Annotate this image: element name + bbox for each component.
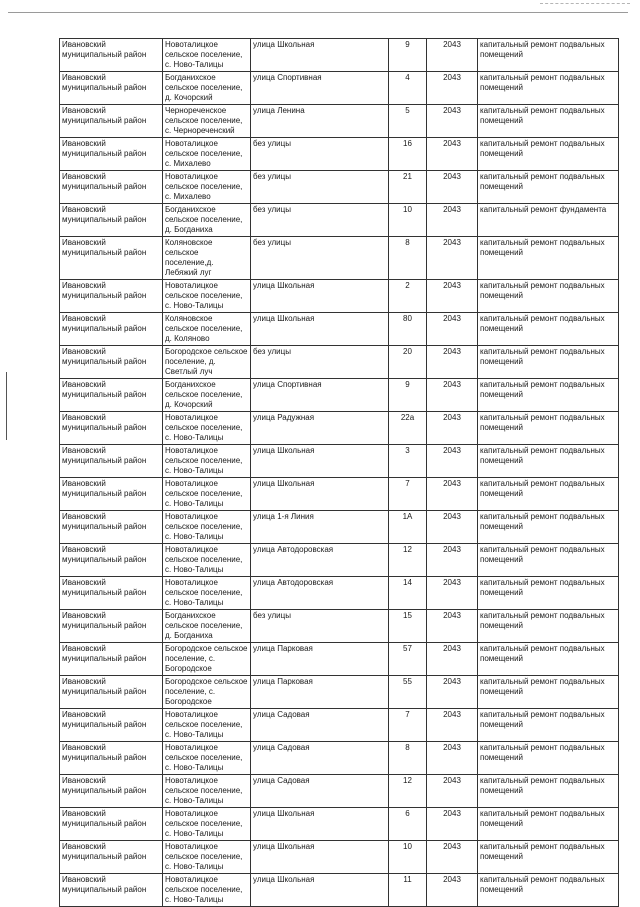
- house-number-cell: 12: [389, 775, 427, 808]
- house-number-cell: 3: [389, 445, 427, 478]
- settlement-cell: Чернореченское сельское поселение, с. Чернореченский: [163, 105, 251, 138]
- district-cell: Ивановский муниципальный район: [60, 544, 163, 577]
- settlement-cell: Новоталицкое сельское поселение, с. Ново-Талицы: [163, 874, 251, 907]
- work-type-cell: капитальный ремонт подвальных помещений: [478, 841, 619, 874]
- street-cell: улица Парковая: [251, 676, 389, 709]
- year-cell: 2043: [427, 544, 478, 577]
- settlement-cell: Богородское сельское поселение, с. Богородское: [163, 643, 251, 676]
- district-cell: Ивановский муниципальный район: [60, 775, 163, 808]
- year-cell: 2043: [427, 709, 478, 742]
- street-cell: улица Парковая: [251, 643, 389, 676]
- settlement-cell: Новоталицкое сельское поселение, с. Михалево: [163, 138, 251, 171]
- district-cell: Ивановский муниципальный район: [60, 577, 163, 610]
- district-cell: Ивановский муниципальный район: [60, 346, 163, 379]
- table-row: [60, 577, 619, 610]
- table-row: [60, 72, 619, 105]
- district-cell: Ивановский муниципальный район: [60, 280, 163, 313]
- street-cell: улица Школьная: [251, 808, 389, 841]
- year-cell: 2043: [427, 577, 478, 610]
- work-type-cell: капитальный ремонт подвальных помещений: [478, 709, 619, 742]
- table-row: [60, 237, 619, 280]
- street-cell: без улицы: [251, 237, 389, 280]
- settlement-cell: Новоталицкое сельское поселение, с. Ново-Талицы: [163, 775, 251, 808]
- work-type-cell: капитальный ремонт подвальных помещений: [478, 72, 619, 105]
- house-number-cell: 12: [389, 544, 427, 577]
- work-type-cell: капитальный ремонт подвальных помещений: [478, 610, 619, 643]
- settlement-cell: Новоталицкое сельское поселение, с. Ново-Талицы: [163, 841, 251, 874]
- work-type-cell: капитальный ремонт подвальных помещений: [478, 105, 619, 138]
- house-number-cell: 9: [389, 379, 427, 412]
- settlement-cell: Новоталицкое сельское поселение, с. Ново-Талицы: [163, 39, 251, 72]
- district-cell: Ивановский муниципальный район: [60, 742, 163, 775]
- district-cell: Ивановский муниципальный район: [60, 643, 163, 676]
- street-cell: улица Ленина: [251, 105, 389, 138]
- street-cell: улица Автодоровская: [251, 577, 389, 610]
- table-row: [60, 775, 619, 808]
- street-cell: улица Садовая: [251, 709, 389, 742]
- street-cell: улица Школьная: [251, 313, 389, 346]
- district-cell: Ивановский муниципальный район: [60, 808, 163, 841]
- district-cell: Ивановский муниципальный район: [60, 412, 163, 445]
- street-cell: улица Школьная: [251, 841, 389, 874]
- street-cell: улица Школьная: [251, 39, 389, 72]
- table-row: [60, 709, 619, 742]
- house-number-cell: 8: [389, 742, 427, 775]
- street-cell: без улицы: [251, 171, 389, 204]
- work-type-cell: капитальный ремонт подвальных помещений: [478, 445, 619, 478]
- table-row: [60, 379, 619, 412]
- house-number-cell: 5: [389, 105, 427, 138]
- work-type-cell: капитальный ремонт подвальных помещений: [478, 379, 619, 412]
- work-type-cell: капитальный ремонт подвальных помещений: [478, 237, 619, 280]
- settlement-cell: Новоталицкое сельское поселение, с. Михалево: [163, 171, 251, 204]
- settlement-cell: Коляновское сельское поселение, д. Коляново: [163, 313, 251, 346]
- table-row: [60, 610, 619, 643]
- house-number-cell: 55: [389, 676, 427, 709]
- year-cell: 2043: [427, 138, 478, 171]
- year-cell: 2043: [427, 874, 478, 907]
- district-cell: Ивановский муниципальный район: [60, 237, 163, 280]
- street-cell: улица Спортивная: [251, 72, 389, 105]
- work-type-cell: капитальный ремонт подвальных помещений: [478, 874, 619, 907]
- house-number-cell: 11: [389, 874, 427, 907]
- house-number-cell: 6: [389, 808, 427, 841]
- table-row: [60, 171, 619, 204]
- house-number-cell: 10: [389, 204, 427, 237]
- settlement-cell: Коляновское сельское поселение,д. Лебяжий луг: [163, 237, 251, 280]
- street-cell: без улицы: [251, 204, 389, 237]
- table-row: [60, 280, 619, 313]
- house-number-cell: 14: [389, 577, 427, 610]
- house-number-cell: 21: [389, 171, 427, 204]
- work-type-cell: капитальный ремонт подвальных помещений: [478, 346, 619, 379]
- district-cell: Ивановский муниципальный район: [60, 874, 163, 907]
- street-cell: улица Садовая: [251, 775, 389, 808]
- year-cell: 2043: [427, 742, 478, 775]
- house-number-cell: 4: [389, 72, 427, 105]
- settlement-cell: Новоталицкое сельское поселение, с. Ново-Талицы: [163, 808, 251, 841]
- house-number-cell: 7: [389, 709, 427, 742]
- table-body: [60, 39, 619, 907]
- table-row: [60, 346, 619, 379]
- year-cell: 2043: [427, 72, 478, 105]
- street-cell: без улицы: [251, 346, 389, 379]
- year-cell: 2043: [427, 313, 478, 346]
- table-row: [60, 412, 619, 445]
- year-cell: 2043: [427, 841, 478, 874]
- year-cell: 2043: [427, 280, 478, 313]
- house-number-cell: 22а: [389, 412, 427, 445]
- work-type-cell: капитальный ремонт подвальных помещений: [478, 39, 619, 72]
- street-cell: улица Садовая: [251, 742, 389, 775]
- scan-noise-top: [540, 3, 630, 4]
- table-row: [60, 841, 619, 874]
- work-type-cell: капитальный ремонт подвальных помещений: [478, 313, 619, 346]
- year-cell: 2043: [427, 511, 478, 544]
- district-cell: Ивановский муниципальный район: [60, 171, 163, 204]
- district-cell: Ивановский муниципальный район: [60, 379, 163, 412]
- house-number-cell: 1А: [389, 511, 427, 544]
- district-cell: Ивановский муниципальный район: [60, 72, 163, 105]
- work-type-cell: капитальный ремонт подвальных помещений: [478, 478, 619, 511]
- settlement-cell: Богданихское сельское поселение, д. Богданиха: [163, 610, 251, 643]
- table-row: [60, 313, 619, 346]
- district-cell: Ивановский муниципальный район: [60, 313, 163, 346]
- work-type-cell: капитальный ремонт подвальных помещений: [478, 280, 619, 313]
- house-number-cell: 20: [389, 346, 427, 379]
- work-type-cell: капитальный ремонт подвальных помещений: [478, 676, 619, 709]
- year-cell: 2043: [427, 610, 478, 643]
- settlement-cell: Новоталицкое сельское поселение, с. Ново-Талицы: [163, 511, 251, 544]
- year-cell: 2043: [427, 171, 478, 204]
- street-cell: без улицы: [251, 138, 389, 171]
- work-type-cell: капитальный ремонт подвальных помещений: [478, 511, 619, 544]
- district-cell: Ивановский муниципальный район: [60, 709, 163, 742]
- settlement-cell: Богданихское сельское поселение, д. Кочорский: [163, 72, 251, 105]
- district-cell: Ивановский муниципальный район: [60, 676, 163, 709]
- year-cell: 2043: [427, 379, 478, 412]
- house-number-cell: 10: [389, 841, 427, 874]
- table-row: [60, 643, 619, 676]
- house-number-cell: 7: [389, 478, 427, 511]
- table-row: [60, 478, 619, 511]
- year-cell: 2043: [427, 775, 478, 808]
- district-cell: Ивановский муниципальный район: [60, 138, 163, 171]
- district-cell: Ивановский муниципальный район: [60, 445, 163, 478]
- street-cell: улица Спортивная: [251, 379, 389, 412]
- settlement-cell: Новоталицкое сельское поселение, с. Ново-Талицы: [163, 709, 251, 742]
- settlement-cell: Новоталицкое сельское поселение, с. Ново-Талицы: [163, 544, 251, 577]
- district-cell: Ивановский муниципальный район: [60, 511, 163, 544]
- year-cell: 2043: [427, 204, 478, 237]
- year-cell: 2043: [427, 39, 478, 72]
- street-cell: улица 1-я Линия: [251, 511, 389, 544]
- district-cell: Ивановский муниципальный район: [60, 841, 163, 874]
- table-row: [60, 544, 619, 577]
- year-cell: 2043: [427, 105, 478, 138]
- work-type-cell: капитальный ремонт подвальных помещений: [478, 808, 619, 841]
- settlement-cell: Богородское сельское поселение, с. Богородское: [163, 676, 251, 709]
- work-type-cell: капитальный ремонт подвальных помещений: [478, 577, 619, 610]
- work-type-cell: капитальный ремонт подвальных помещений: [478, 643, 619, 676]
- scan-margin-mark: [6, 372, 7, 440]
- table-row: [60, 808, 619, 841]
- table-row: [60, 676, 619, 709]
- year-cell: 2043: [427, 808, 478, 841]
- settlement-cell: Новоталицкое сельское поселение, с. Ново-Талицы: [163, 742, 251, 775]
- house-number-cell: 16: [389, 138, 427, 171]
- work-type-cell: капитальный ремонт фундамента: [478, 204, 619, 237]
- street-cell: улица Радужная: [251, 412, 389, 445]
- street-cell: без улицы: [251, 610, 389, 643]
- house-number-cell: 9: [389, 39, 427, 72]
- settlement-cell: Новоталицкое сельское поселение, с. Ново-Талицы: [163, 445, 251, 478]
- table-row: [60, 742, 619, 775]
- work-type-cell: капитальный ремонт подвальных помещений: [478, 171, 619, 204]
- district-cell: Ивановский муниципальный район: [60, 610, 163, 643]
- scan-border-line: [8, 12, 628, 13]
- settlement-cell: Новоталицкое сельское поселение, с. Ново-Талицы: [163, 280, 251, 313]
- settlement-cell: Новоталицкое сельское поселение, с. Ново-Талицы: [163, 412, 251, 445]
- district-cell: Ивановский муниципальный район: [60, 105, 163, 138]
- house-number-cell: 15: [389, 610, 427, 643]
- year-cell: 2043: [427, 445, 478, 478]
- table-row: [60, 204, 619, 237]
- year-cell: 2043: [427, 346, 478, 379]
- settlement-cell: Богданихское сельское поселение, д. Богданиха: [163, 204, 251, 237]
- table-row: [60, 874, 619, 907]
- year-cell: 2043: [427, 676, 478, 709]
- table-row: [60, 138, 619, 171]
- housing-program-table: [59, 38, 619, 907]
- street-cell: улица Школьная: [251, 478, 389, 511]
- settlement-cell: Новоталицкое сельское поселение, с. Ново-Талицы: [163, 577, 251, 610]
- settlement-cell: Богданихское сельское поселение, д. Кочорский: [163, 379, 251, 412]
- table-row: [60, 39, 619, 72]
- table-row: [60, 445, 619, 478]
- year-cell: 2043: [427, 643, 478, 676]
- year-cell: 2043: [427, 412, 478, 445]
- street-cell: улица Школьная: [251, 280, 389, 313]
- district-cell: Ивановский муниципальный район: [60, 39, 163, 72]
- street-cell: улица Школьная: [251, 445, 389, 478]
- year-cell: 2043: [427, 237, 478, 280]
- house-number-cell: 57: [389, 643, 427, 676]
- work-type-cell: капитальный ремонт подвальных помещений: [478, 138, 619, 171]
- house-number-cell: 2: [389, 280, 427, 313]
- work-type-cell: капитальный ремонт подвальных помещений: [478, 412, 619, 445]
- work-type-cell: капитальный ремонт подвальных помещений: [478, 775, 619, 808]
- settlement-cell: Новоталицкое сельское поселение, с. Ново-Талицы: [163, 478, 251, 511]
- work-type-cell: капитальный ремонт подвальных помещений: [478, 544, 619, 577]
- street-cell: улица Автодоровская: [251, 544, 389, 577]
- settlement-cell: Богородское сельское поселение, д. Светлый луч: [163, 346, 251, 379]
- district-cell: Ивановский муниципальный район: [60, 478, 163, 511]
- house-number-cell: 80: [389, 313, 427, 346]
- table-row: [60, 511, 619, 544]
- year-cell: 2043: [427, 478, 478, 511]
- house-number-cell: 8: [389, 237, 427, 280]
- district-cell: Ивановский муниципальный район: [60, 204, 163, 237]
- table-row: [60, 105, 619, 138]
- work-type-cell: капитальный ремонт подвальных помещений: [478, 742, 619, 775]
- street-cell: улица Школьная: [251, 874, 389, 907]
